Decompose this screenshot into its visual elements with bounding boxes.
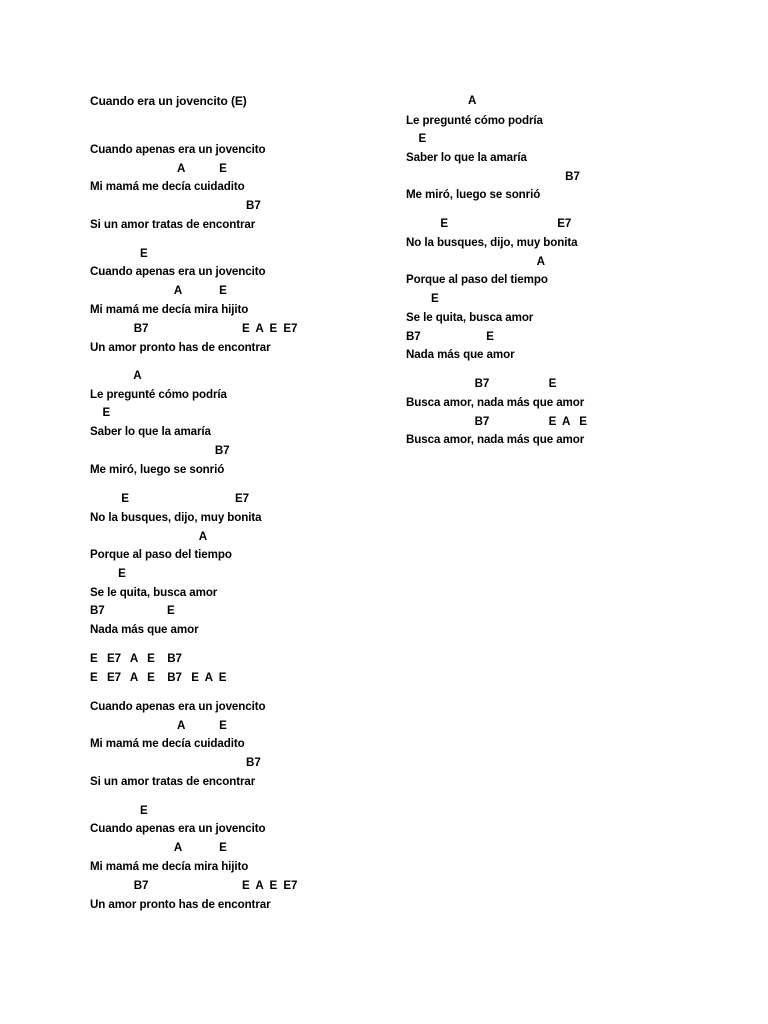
lyric-line: Nada más que amor xyxy=(406,348,515,361)
lyric-line: Un amor pronto has de encontrar xyxy=(90,341,271,354)
lyric-line: Cuando apenas era un jovencito xyxy=(90,265,266,278)
chord-line: E xyxy=(406,132,427,145)
chord-line: E xyxy=(90,406,111,419)
chord-line: A E xyxy=(90,162,227,175)
chord-line: A xyxy=(90,369,142,382)
chord-line: B7 xyxy=(90,199,261,212)
right-column xyxy=(406,0,736,1024)
left-column xyxy=(90,0,420,1024)
lyric-line: Le pregunté cómo podría xyxy=(406,114,543,127)
lyric-line: Le pregunté cómo podría xyxy=(90,388,227,401)
chord-line: B7 xyxy=(90,444,230,457)
lyric-line: Se le quita, busca amor xyxy=(406,311,534,324)
chord-line: B7 E A E E7 xyxy=(90,322,298,335)
chord-line: A xyxy=(90,530,208,543)
chord-line: A E xyxy=(90,284,227,297)
chord-progression-line: E E7 A E B7 E A E xyxy=(90,671,227,684)
lyric-line: Un amor pronto has de encontrar xyxy=(90,898,271,911)
lyric-line: Busca amor, nada más que amor xyxy=(406,433,585,446)
lyric-line: Cuando apenas era un jovencito xyxy=(90,822,266,835)
chord-line: A xyxy=(406,94,477,107)
chord-progression-line: E E7 A E B7 xyxy=(90,652,182,665)
lyric-line: Cuando apenas era un jovencito xyxy=(90,143,266,156)
lyric-line: Mi mamá me decía cuidadito xyxy=(90,180,245,193)
chord-line: A E xyxy=(90,719,227,732)
lyric-line: Me miró, luego se sonrió xyxy=(406,188,541,201)
chord-line: E xyxy=(90,804,148,817)
lyric-line: Porque al paso del tiempo xyxy=(406,273,548,286)
chord-line: E E7 xyxy=(90,492,249,505)
lyric-line: No la busques, dijo, muy bonita xyxy=(90,511,262,524)
chord-line: A E xyxy=(90,841,227,854)
lyric-line: Mi mamá me decía mira hijito xyxy=(90,303,249,316)
chord-line: B7 E xyxy=(406,377,557,390)
chord-line: E xyxy=(406,292,439,305)
lyric-line: Mi mamá me decía mira hijito xyxy=(90,860,249,873)
lyric-line: Busca amor, nada más que amor xyxy=(406,396,585,409)
chord-line: B7 xyxy=(406,170,580,183)
chord-line: E E7 xyxy=(406,217,572,230)
chord-line: B7 E xyxy=(90,604,175,617)
lyric-line: Me miró, luego se sonrió xyxy=(90,463,225,476)
lyric-line: Se le quita, busca amor xyxy=(90,586,218,599)
lyric-line: Porque al paso del tiempo xyxy=(90,548,232,561)
lyric-line: Nada más que amor xyxy=(90,623,199,636)
chord-line: E xyxy=(90,247,148,260)
chord-line: E xyxy=(90,567,126,580)
lyric-line: Mi mamá me decía cuidadito xyxy=(90,737,245,750)
lyric-line: No la busques, dijo, muy bonita xyxy=(406,236,578,249)
chord-line: A xyxy=(406,255,545,268)
chord-line: B7 E A E E7 xyxy=(90,879,298,892)
lyric-line: Cuando apenas era un jovencito xyxy=(90,700,266,713)
lyric-line: Saber lo que la amaría xyxy=(406,151,527,164)
lyric-line: Si un amor tratas de encontrar xyxy=(90,218,256,231)
chord-line: B7 xyxy=(90,756,261,769)
chord-line: B7 E xyxy=(406,330,494,343)
song-title: Cuando era un jovencito (E) xyxy=(90,94,247,108)
lyric-line: Saber lo que la amaría xyxy=(90,425,211,438)
chord-line: B7 E A E xyxy=(406,415,587,428)
lyric-line: Si un amor tratas de encontrar xyxy=(90,775,256,788)
